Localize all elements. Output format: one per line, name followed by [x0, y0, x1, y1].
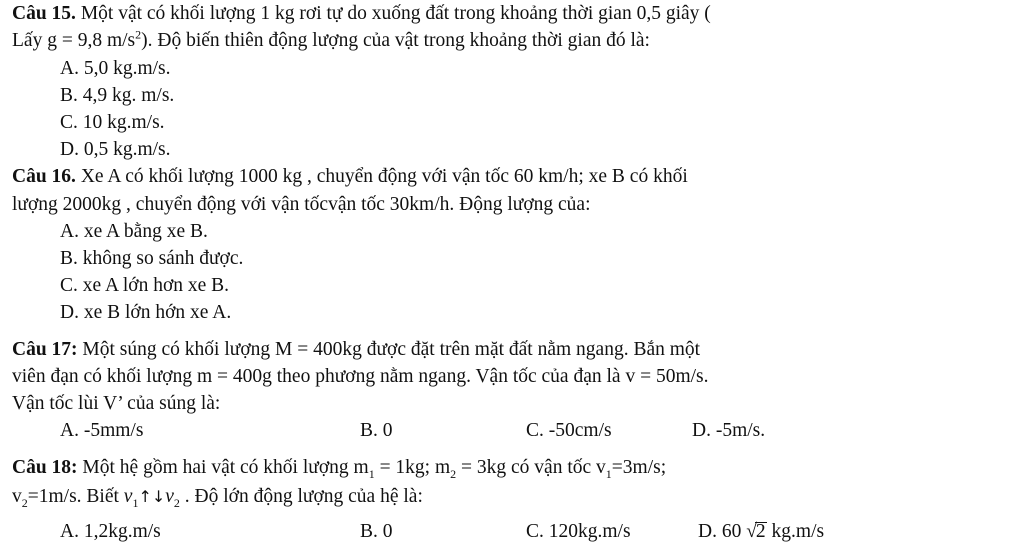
q17-line3: Vận tốc lùi V’ của súng là:	[12, 393, 221, 414]
q16-option-d[interactable]: D. xe B lớn hớn xe A.	[60, 302, 232, 323]
q16-text-1: Xe A có khối lượng 1000 kg , chuyển động với vận tốc 60 km/h; xe B có khối	[75, 166, 688, 187]
q16-option-a[interactable]: A. xe A bằng xe B.	[60, 221, 208, 242]
q18-option-d-sqrt-value: 2	[755, 521, 766, 542]
sqrt-icon: √	[746, 521, 757, 542]
q15-text-2b: ). Độ biến thiên động lượng của vật trong khoảng thời gian đó là:	[141, 30, 650, 51]
q18-vector-v1: v	[123, 486, 133, 507]
q15-option-b[interactable]: B. 4,9 kg. m/s.	[60, 85, 175, 106]
q18-sub-m2: 2	[450, 466, 457, 481]
q18-text-1a: Một hệ gồm hai vật có khối lượng m	[77, 457, 369, 478]
q18-sub-v1: 1	[605, 466, 612, 481]
q17-option-a[interactable]: A. -5mm/s	[60, 420, 144, 441]
q17-line2: viên đạn có khối lượng m = 400g theo phương nằm ngang. Vận tốc của đạn là v = 50m/s.	[12, 366, 709, 387]
q17-text-1: Một súng có khối lượng M = 400kg được đặt trên mặt đất nằm ngang. Bắn một	[77, 339, 701, 360]
q18-options-row	[60, 520, 1020, 548]
q18-sub-v2: 2	[21, 495, 28, 510]
q15-option-d[interactable]: D. 0,5 kg.m/s.	[60, 139, 171, 160]
q18-sub-m1: 1	[368, 466, 375, 481]
q15-text-2a: Lấy g = 9,8 m/s	[12, 30, 136, 51]
q17-option-d[interactable]: D. -5m/s.	[692, 420, 766, 441]
q15-exponent: 2	[135, 27, 142, 42]
q17-option-b[interactable]: B. 0	[360, 420, 393, 441]
q15-option-c[interactable]: C. 10 kg.m/s.	[60, 112, 165, 133]
q18-option-b[interactable]: B. 0	[360, 521, 393, 542]
q16-option-c[interactable]: C. xe A lớn hơn xe B.	[60, 275, 230, 296]
q18-text-1b: = 1kg; m	[374, 457, 451, 478]
q18-option-d-post: kg.m/s	[766, 521, 825, 542]
q18-text-2c: . Độ lớn động lượng của hệ là:	[179, 486, 423, 507]
opposite-arrows-icon: ↑↓	[138, 487, 166, 506]
q18-text-1c: = 3kg có vận tốc v	[456, 457, 606, 478]
q18-text-2a: v	[12, 486, 22, 507]
q18-option-d[interactable]	[698, 520, 824, 544]
q18-vector-v2-sub: 2	[173, 495, 180, 510]
q17-label: Câu 17:	[12, 339, 78, 360]
q16-line2: lượng 2000kg , chuyển động với vận tốcvận tốc 30km/h. Động lượng của:	[12, 194, 591, 215]
q18-text-2b: =1m/s. Biết	[27, 486, 124, 507]
q15-line1	[12, 2, 711, 26]
q18-vector-v2: v	[165, 486, 174, 507]
q18-line1	[12, 456, 666, 480]
q18-label: Câu 18:	[12, 457, 78, 478]
q18-vector-v1-sub: 1	[132, 495, 139, 510]
q18-text-1d: =3m/s;	[611, 457, 667, 478]
q16-option-b[interactable]: B. không so sánh được.	[60, 248, 244, 269]
q15-label: Câu 15.	[12, 3, 76, 24]
q15-line2	[12, 29, 650, 53]
q16-label: Câu 16.	[12, 166, 76, 187]
q18-line2	[12, 485, 423, 509]
q17-line1	[12, 338, 700, 362]
q16-line1	[12, 165, 688, 189]
q15-text-1: Một vật có khối lượng 1 kg rơi tự do xuống đất trong khoảng thời gian 0,5 giây (	[75, 3, 711, 24]
q18-option-d-pre: D. 60	[698, 521, 747, 542]
q18-option-c[interactable]: C. 120kg.m/s	[526, 521, 631, 542]
q17-option-c[interactable]: C. -50cm/s	[526, 420, 612, 441]
q15-option-a[interactable]: A. 5,0 kg.m/s.	[60, 58, 171, 79]
q17-options-row	[60, 419, 1020, 445]
q18-option-a[interactable]: A. 1,2kg.m/s	[60, 521, 161, 542]
